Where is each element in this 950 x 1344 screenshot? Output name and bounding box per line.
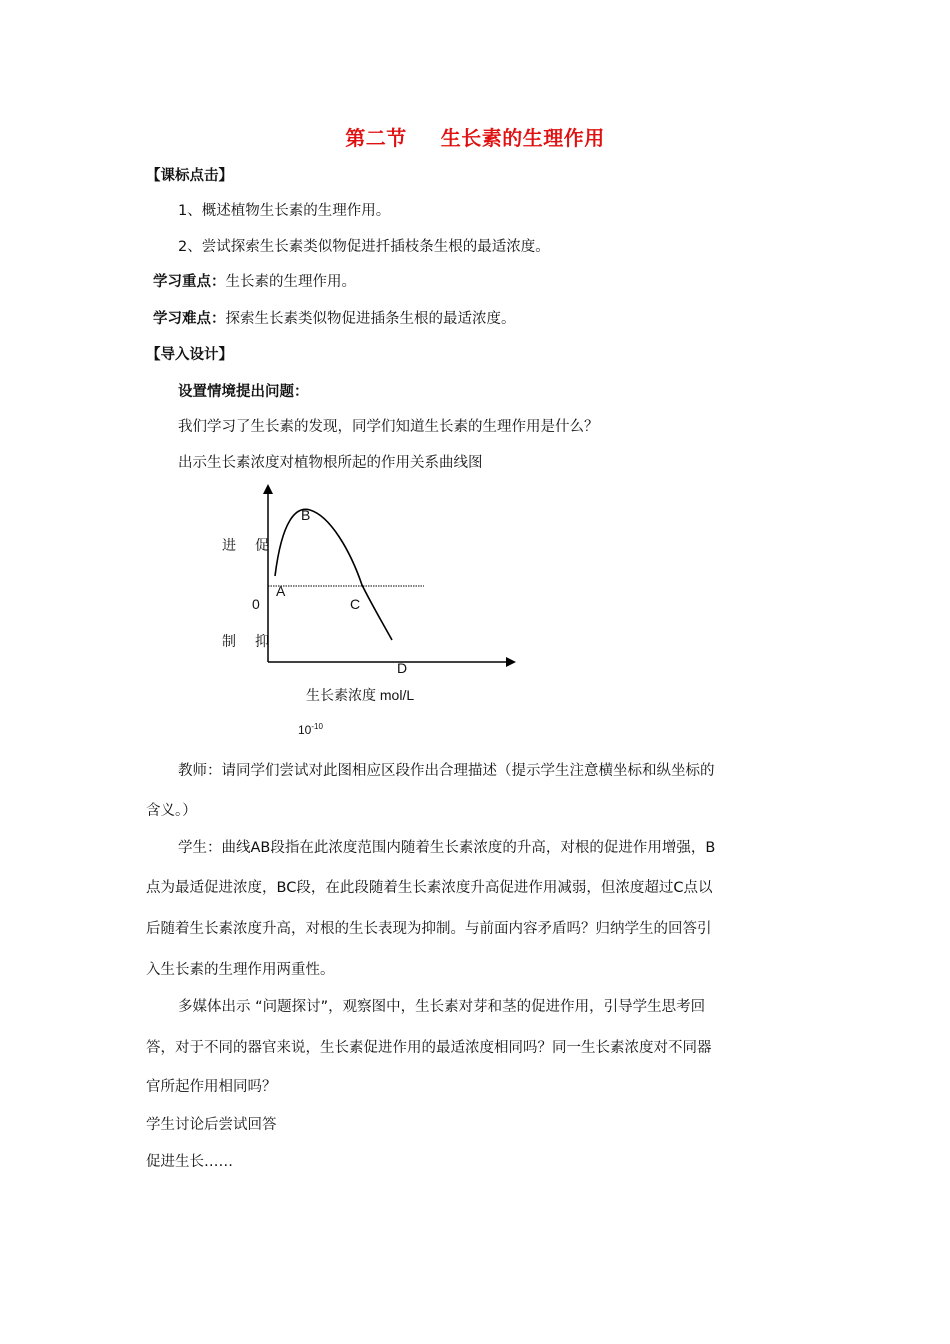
- response-curve: [275, 509, 392, 640]
- scenario-heading: 设置情境提出问题：: [178, 384, 309, 400]
- point-label-d: D: [397, 660, 408, 676]
- media-line-3: 官所起作用相同吗？: [146, 1079, 277, 1095]
- x-axis-label: 生长素浓度 mol/L: [306, 687, 415, 703]
- section-heading-standards: 【课标点击】: [146, 168, 233, 184]
- media-line-1: 多媒体出示 “问题探讨”，观察图中，生长素对芽和茎的促进作用，引导学生思考回: [178, 999, 706, 1015]
- key-point-text: 生长素的生理作用。: [225, 274, 356, 290]
- point-label-a: A: [276, 583, 286, 599]
- media-line-2: 答，对于不同的器官来说，生长素促进作用的最适浓度相同吗？同一生长素浓度对不同器: [146, 1040, 712, 1056]
- title-section-number: 第二节: [345, 126, 407, 150]
- y-label-upper-right: 促: [255, 537, 269, 553]
- section-heading-intro: 【导入设计】: [146, 347, 233, 363]
- x-unit-base: 10: [298, 723, 312, 737]
- closing-line-2: 促进生长……: [146, 1154, 233, 1170]
- student-line-1: 学生：曲线AB段指在此浓度范围内随着生长素浓度的升高，对根的促进作用增强，B: [178, 840, 716, 856]
- point-label-b: B: [301, 507, 311, 523]
- closing-line-1: 学生讨论后尝试回答: [146, 1117, 277, 1133]
- teacher-line-2: 含义。）: [146, 803, 197, 819]
- paragraph-question: 我们学习了生长素的发现，同学们知道生长素的生理作用是什么？: [178, 419, 599, 435]
- x-axis-unit: [298, 722, 323, 737]
- difficulty-label: 学习难点：: [153, 311, 226, 327]
- objective-2: 2、尝试探索生长素类似物促进扦插枝条生根的最适浓度。: [178, 239, 550, 255]
- y-label-lower-left: 制: [222, 633, 236, 649]
- student-line-2: 点为最适促进浓度，BC段，在此段随着生长素浓度升高促进作用减弱，但浓度超过C点以: [146, 880, 713, 896]
- y-label-lower-right: 抑: [255, 633, 269, 649]
- student-line-4: 入生长素的生理作用两重性。: [146, 962, 335, 978]
- teacher-line-1: 教师：请同学们尝试对此图相应区段作出合理描述（提示学生注意横坐标和纵坐标的: [178, 763, 715, 779]
- key-point-label: 学习重点：: [153, 274, 226, 290]
- origin-zero-label: 0: [252, 596, 260, 612]
- paragraph-figure-intro: 出示生长素浓度对植物根所起的作用关系曲线图: [178, 455, 483, 471]
- difficulty-text: 探索生长素类似物促进插条生根的最适浓度。: [225, 311, 516, 327]
- objective-1: 1、概述植物生长素的生理作用。: [178, 203, 391, 219]
- point-label-c: C: [350, 596, 361, 612]
- title-topic: 生长素的生理作用: [440, 126, 605, 150]
- y-label-upper-left: 进: [222, 537, 236, 553]
- x-unit-exponent: -10: [311, 722, 323, 731]
- student-line-3: 后随着生长素浓度升高，对根的生长表现为抑制。与前面内容矛盾吗？归纳学生的回答引: [146, 921, 712, 937]
